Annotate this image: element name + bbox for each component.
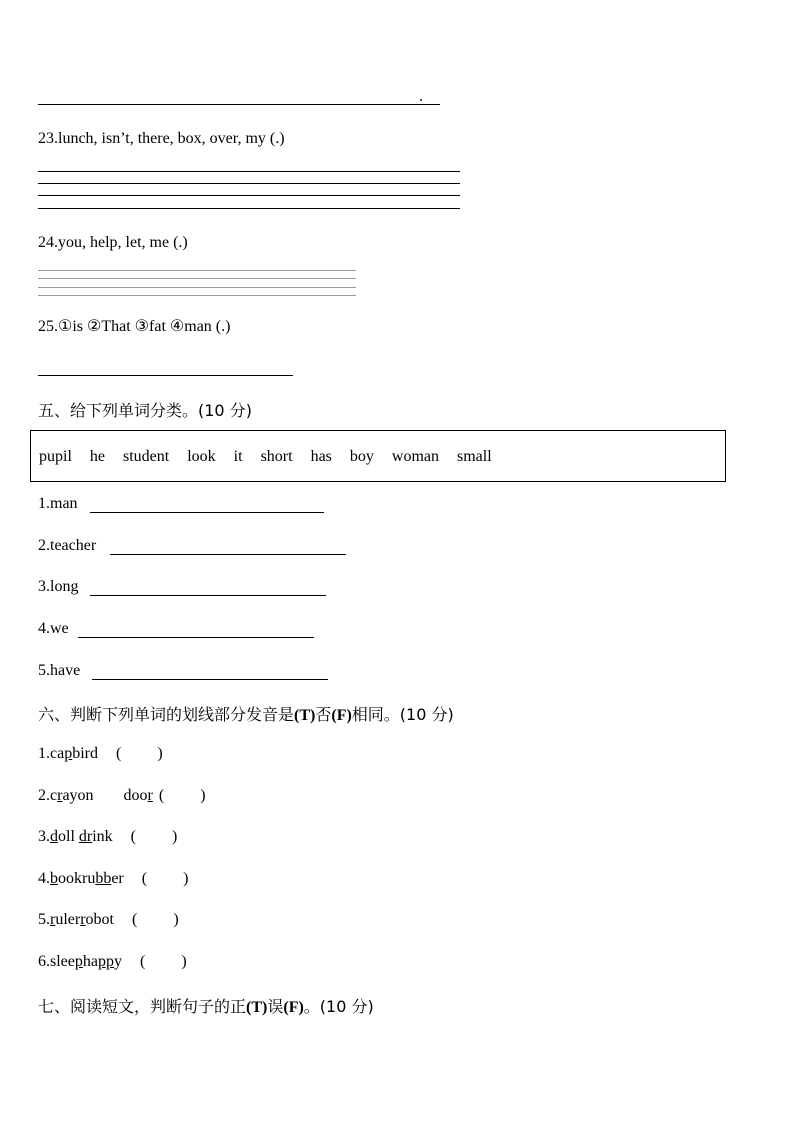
word-part: ca [50, 745, 65, 762]
word-part: doo [123, 787, 148, 804]
word: has [310, 448, 332, 465]
answer-parentheses[interactable] [140, 953, 187, 971]
item-number: 2. [38, 787, 50, 804]
word-part: obot [85, 911, 114, 928]
open-paren: ( [130, 828, 136, 845]
word-part: bird [72, 745, 98, 762]
word-part: ink [92, 828, 113, 845]
pronunciation-item-4 [38, 870, 188, 888]
answer-parentheses[interactable] [159, 787, 206, 805]
item-number: 5. [38, 911, 50, 928]
question-24: 24.you, help, let, me (.) [38, 234, 188, 251]
section-6-heading [38, 702, 454, 725]
word-part: ayon [62, 787, 94, 804]
underlined-part: d [50, 828, 58, 845]
underlined-part: r [50, 911, 56, 928]
word-part: c [50, 787, 58, 804]
item-number: 1. [38, 745, 50, 762]
open-paren: ( [131, 911, 138, 928]
word: woman [391, 448, 439, 465]
underlined-part: r [147, 787, 153, 804]
word-list [39, 448, 506, 466]
word-part: er [111, 870, 124, 887]
classify-answer-line-1 [90, 512, 324, 513]
q23-answer-line-2 [38, 183, 460, 184]
answer-parentheses[interactable] [116, 745, 163, 763]
section-7-heading-post: 。(10 分) [303, 997, 374, 1016]
open-paren: ( [141, 870, 148, 887]
classify-answer-line-3 [90, 595, 326, 596]
open-paren: ( [115, 745, 122, 762]
q24-answer-line-3 [38, 287, 356, 288]
section-6-heading-post: 相同。(10 分) [351, 705, 454, 724]
classify-item-3: 3.long [38, 578, 79, 595]
section-6-heading-pre: 六、判断下列单词的划线部分发音是 [38, 705, 295, 724]
underlined-part: b [50, 870, 58, 887]
word: look [187, 448, 216, 465]
close-paren: ) [173, 911, 179, 928]
classify-answer-line-4 [78, 637, 314, 638]
section-5-heading: 五、给下列单词分类。(10 分) [38, 401, 252, 420]
q23-answer-line-1 [38, 171, 460, 172]
word-box [30, 430, 726, 482]
word: small [457, 448, 492, 465]
section-6-heading-f: (F) [331, 707, 352, 724]
open-paren: ( [158, 787, 165, 804]
word-part: ookru [58, 870, 96, 887]
classify-item-1: 1.man [38, 495, 78, 512]
word-part: ha [82, 953, 98, 970]
word: pupil [39, 448, 72, 465]
answer-parentheses[interactable] [131, 828, 178, 846]
classify-answer-line-2 [110, 554, 346, 555]
underlined-part: dr [78, 828, 93, 845]
classify-item-4: 4.we [38, 620, 69, 637]
classify-answer-line-5 [92, 679, 328, 680]
word: student [123, 448, 170, 465]
section-6-heading-mid: 否 [315, 705, 332, 724]
underlined-part: p [64, 745, 73, 762]
word-part: oll [58, 828, 79, 845]
underlined-part: r [80, 911, 86, 928]
word: boy [349, 448, 374, 465]
pronunciation-item-6 [38, 953, 187, 971]
q24-answer-line-2 [38, 278, 356, 279]
close-paren: ) [181, 953, 187, 970]
close-paren: ) [172, 828, 178, 845]
q23-answer-line-3 [38, 195, 460, 196]
word: he [89, 448, 105, 465]
word: short [260, 448, 293, 465]
section-7-heading-pre: 七、阅读短文，判断句子的正 [38, 997, 247, 1016]
answer-parentheses[interactable] [132, 911, 179, 929]
word: it [233, 448, 243, 465]
item-number: 3. [38, 828, 50, 845]
section-7-heading-mid: 误 [267, 997, 284, 1016]
word-part: y [113, 953, 122, 970]
classify-item-2: 2.teacher [38, 537, 97, 554]
section-7-heading-f: (F) [283, 999, 304, 1016]
word-part: slee [50, 953, 75, 970]
underlined-part: bb [95, 870, 112, 887]
word-part: uler [55, 911, 81, 928]
section-7-heading-t: (T) [246, 999, 268, 1016]
answer-line-top [38, 104, 440, 105]
close-paren: ) [183, 870, 189, 887]
item-number: 4. [38, 870, 50, 887]
underlined-part: p [74, 953, 83, 970]
pronunciation-item-3 [38, 828, 177, 846]
item-number: 6. [38, 953, 50, 970]
underlined-part: pp [97, 953, 114, 970]
close-paren: ) [157, 745, 163, 762]
q25-answer-line [38, 375, 293, 376]
open-paren: ( [139, 953, 146, 970]
underlined-part: r [57, 787, 63, 804]
section-7-heading [38, 994, 374, 1017]
question-25: 25.①is ②That ③fat ④man (.) [38, 318, 231, 335]
pronunciation-item-1 [38, 745, 163, 763]
answer-line-dot: . [419, 88, 423, 105]
answer-parentheses[interactable] [142, 870, 189, 888]
question-23: 23.lunch, isn’t, there, box, over, my (.) [38, 130, 285, 147]
q24-answer-line-4 [38, 295, 356, 296]
section-6-heading-t: (T) [294, 707, 316, 724]
classify-item-5: 5.have [38, 662, 81, 679]
pronunciation-item-2 [38, 787, 206, 805]
pronunciation-item-5 [38, 911, 179, 929]
close-paren: ) [200, 787, 206, 804]
q24-answer-line-1 [38, 270, 356, 271]
q23-answer-line-4 [38, 208, 460, 209]
